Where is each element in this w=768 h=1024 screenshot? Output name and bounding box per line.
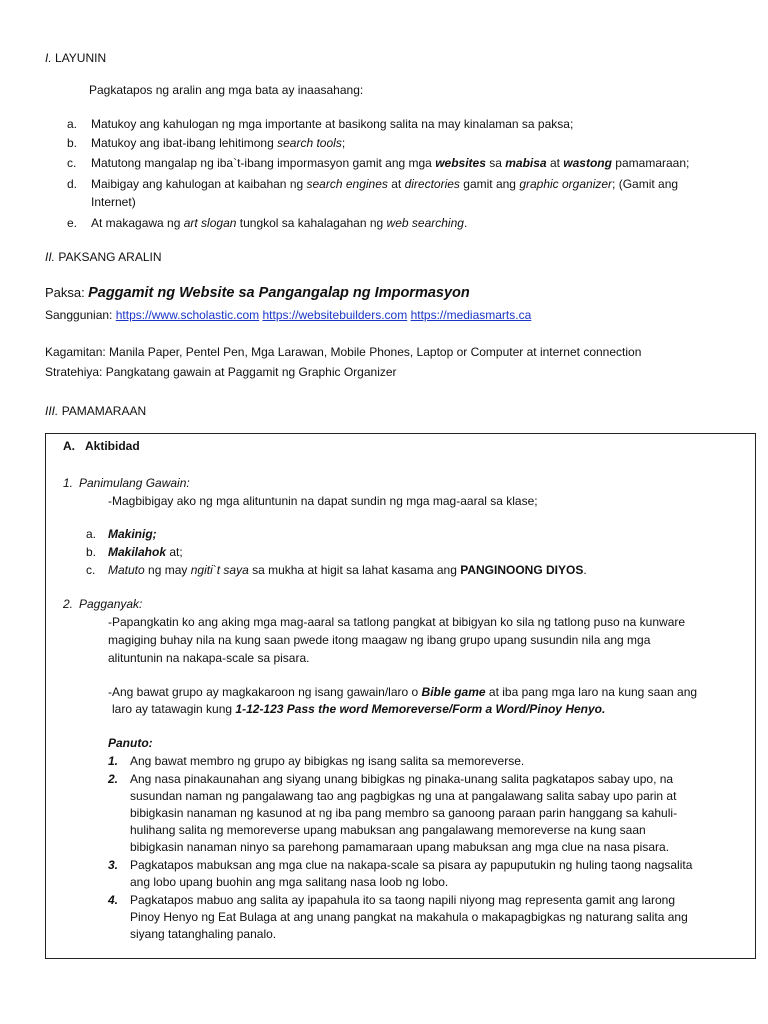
- pagganyak-number: 2.: [63, 597, 74, 611]
- panuto-line: siyang tatanghaling panalo.: [130, 927, 277, 941]
- panuto-line: hulihang salita ng memoreverse upang mabuksan ang pangalawang memoreverse na kung saan: [130, 823, 646, 837]
- reference-link-websitebuilders[interactable]: https://websitebuilders.com: [262, 308, 408, 322]
- objective-item: [91, 215, 467, 231]
- section-number: III.: [45, 404, 59, 418]
- objective-marker: e.: [67, 216, 78, 230]
- objective-text: Matukoy ang ibat-ibang lehitimong: [91, 136, 278, 150]
- section-number: II.: [45, 250, 56, 264]
- objective-emphasis: web searching: [386, 216, 464, 230]
- section-title: LAYUNIN: [55, 51, 107, 65]
- panuto-line: Pagkatapos mabuo ang salita ay ipapahula ito sa taong napili niyong mag representa gamit ang larong: [130, 893, 676, 907]
- layunin-intro: Pagkatapos ng aralin ang mga bata ay inaasahang:: [89, 83, 364, 97]
- panimula-title: Panimulang Gawain:: [79, 476, 190, 490]
- objective-emphasis: search engines: [306, 177, 388, 191]
- section-heading-pamamaraan: [45, 403, 146, 419]
- rule-marker: b.: [86, 545, 97, 559]
- panuto-marker: 4.: [108, 893, 119, 907]
- objective-emphasis: art slogan: [183, 216, 237, 230]
- sanggunian-label: Sanggunian:: [45, 308, 113, 322]
- reference-link-scholastic[interactable]: https://www.scholastic.com: [115, 308, 260, 322]
- objective-emphasis: wastong: [563, 156, 612, 170]
- reference-link-mediasmarts[interactable]: https://mediasmarts.ca: [410, 308, 532, 322]
- rule-marker: c.: [86, 563, 96, 577]
- section-title: PAKSANG ARALIN: [58, 250, 162, 264]
- rule-rest: at;: [166, 545, 183, 559]
- pagganyak-title: Pagganyak:: [79, 597, 143, 611]
- rule-text: Makilahok: [108, 545, 167, 559]
- panuto-marker: 3.: [108, 858, 119, 872]
- aktibidad-title: Aktibidad: [85, 439, 140, 453]
- objective-item: [91, 135, 345, 151]
- kagamitan-line: Kagamitan: Manila Paper, Pentel Pen, Mga Larawan, Mobile Phones, Laptop or Computer at internet connection: [45, 345, 642, 359]
- objective-text: Matukoy ang kahulogan ng mga importante at basikong salita na may kinalaman sa paksa;: [91, 117, 574, 131]
- rule-item: [108, 562, 587, 578]
- rule-text: Matuto: [108, 563, 145, 577]
- objective-text: .: [463, 216, 468, 230]
- objective-emphasis: graphic organizer: [519, 177, 613, 191]
- rule-text: Makinig;: [108, 527, 157, 541]
- rule-item: [108, 544, 183, 560]
- objective-text: gamit ang: [459, 177, 520, 191]
- objective-marker: c.: [67, 156, 77, 170]
- stratehiya-line: Stratehiya: Pangkatang gawain at Paggamit ng Graphic Organizer: [45, 365, 397, 379]
- panuto-marker: 2.: [108, 772, 119, 786]
- pagganyak-para2-line: [108, 684, 697, 700]
- objective-emphasis: directories: [404, 177, 460, 191]
- objective-item: [91, 155, 689, 171]
- objective-item: [91, 176, 678, 192]
- section-heading-layunin: [45, 50, 106, 66]
- objective-emphasis: websites: [435, 156, 486, 170]
- panuto-line: susundan naman ng pangalawang tao ang pagbigkas ng una at pangalawang salita sabay upo parin at: [130, 789, 677, 803]
- sanggunian-line: [45, 307, 531, 323]
- section-title: PAMAMARAAN: [61, 404, 147, 418]
- pagganyak-emphasis: Bible game: [421, 685, 486, 699]
- rule-rest: ng may: [144, 563, 191, 577]
- pagganyak-para2-line: [112, 701, 605, 717]
- panimula-number: 1.: [63, 476, 74, 490]
- objective-text: At makagawa ng: [91, 216, 184, 230]
- objective-emphasis: mabisa: [505, 156, 547, 170]
- pagganyak-text: at iba pang mga laro na kung saan ang: [485, 685, 698, 699]
- objective-text: sa: [485, 156, 506, 170]
- paksa-title: Paggamit ng Website sa Pangangalap ng Impormasyon: [88, 285, 470, 301]
- panuto-line: Pagkatapos mabuksan ang mga clue na nakapa-scale sa pisara ay papuputukin ng huling taong nagsalita: [130, 858, 693, 872]
- panuto-line: Pinoy Henyo ng Eat Bulaga at ang unang pangkat na makahula o makapagbigkas ng naturang salita ang: [130, 910, 688, 924]
- objective-text: Maibigay ang kahulogan at kaibahan ng: [91, 177, 307, 191]
- section-heading-paksang-aralin: [45, 249, 162, 265]
- pagganyak-para1-line: magiging buhay nila na kung saan pwede itong maagaw ng ibang grupo upang susundin nila ang mga: [108, 633, 651, 647]
- objective-marker: d.: [67, 177, 78, 191]
- section-number: I.: [45, 51, 52, 65]
- paksa-label: Paksa:: [45, 285, 85, 300]
- panuto-line: ang lobo upang buohin ang mga salitang nasa loob ng lobo.: [130, 875, 449, 889]
- pagganyak-para1-line: -Papangkatin ko ang aking mga mag-aaral sa tatlong pangkat at bibigyan ko sila ng tatlong puso na kunware: [108, 615, 686, 629]
- panuto-line: bibigkasin nanaman ng kasunod at ng iba pang membro sa ganoong paraan parin hanggang sa kahuli-: [130, 806, 678, 820]
- rule-bold: PANGINOONG DIYOS: [460, 563, 584, 577]
- objective-text: at: [546, 156, 564, 170]
- panuto-line: Ang nasa pinakaunahan ang siyang unang bibigkas ng pinaka-unang salita pagkatapos sabay upo, na: [130, 772, 674, 786]
- objective-text: at: [387, 177, 405, 191]
- pagganyak-emphasis: 1-12-123 Pass the word Memoreverse/Form a Word/Pinoy Henyo.: [235, 702, 606, 716]
- aktibidad-marker: A.: [63, 439, 75, 453]
- objective-text: Matutong mangalap ng iba`t-ibang impormasyon gamit ang mga: [91, 156, 436, 170]
- panuto-marker: 1.: [108, 754, 119, 768]
- objective-text: ;: [341, 136, 346, 150]
- objective-continuation: Internet): [91, 195, 136, 209]
- objective-text: pamamaraan;: [611, 156, 690, 170]
- pagganyak-para1-line: alituntunin na nakapa-scale sa pisara.: [108, 651, 310, 665]
- rule-rest: .: [583, 563, 587, 577]
- panuto-line: bibigkasin nanaman ninyo sa parehong pamamaraan upang mabuksan ang mga clue na nasa pisara.: [130, 840, 670, 854]
- objective-item: [91, 116, 573, 132]
- paksa-line: [45, 284, 470, 302]
- rule-marker: a.: [86, 527, 97, 541]
- objective-text: tungkol sa kahalagahan ng: [236, 216, 387, 230]
- panimula-text: -Magbibigay ako ng mga alituntunin na dapat sundin ng mga mag-aaral sa klase;: [108, 494, 538, 508]
- panuto-line: Ang bawat membro ng grupo ay bibigkas ng isang salita sa memoreverse.: [130, 754, 525, 768]
- objective-text: ; (Gamit ang: [612, 177, 679, 191]
- rule-emphasis: ngiti`t saya: [190, 563, 249, 577]
- objective-marker: a.: [67, 117, 78, 131]
- panuto-title: Panuto:: [108, 736, 153, 750]
- pagganyak-text: -Ang bawat grupo ay magkakaroon ng isang gawain/laro o: [108, 685, 422, 699]
- objective-marker: b.: [67, 136, 78, 150]
- pagganyak-text: laro ay tatawagin kung: [112, 702, 236, 716]
- rule-rest: sa mukha at higit sa lahat kasama ang: [248, 563, 461, 577]
- objective-emphasis: search tools: [277, 136, 342, 150]
